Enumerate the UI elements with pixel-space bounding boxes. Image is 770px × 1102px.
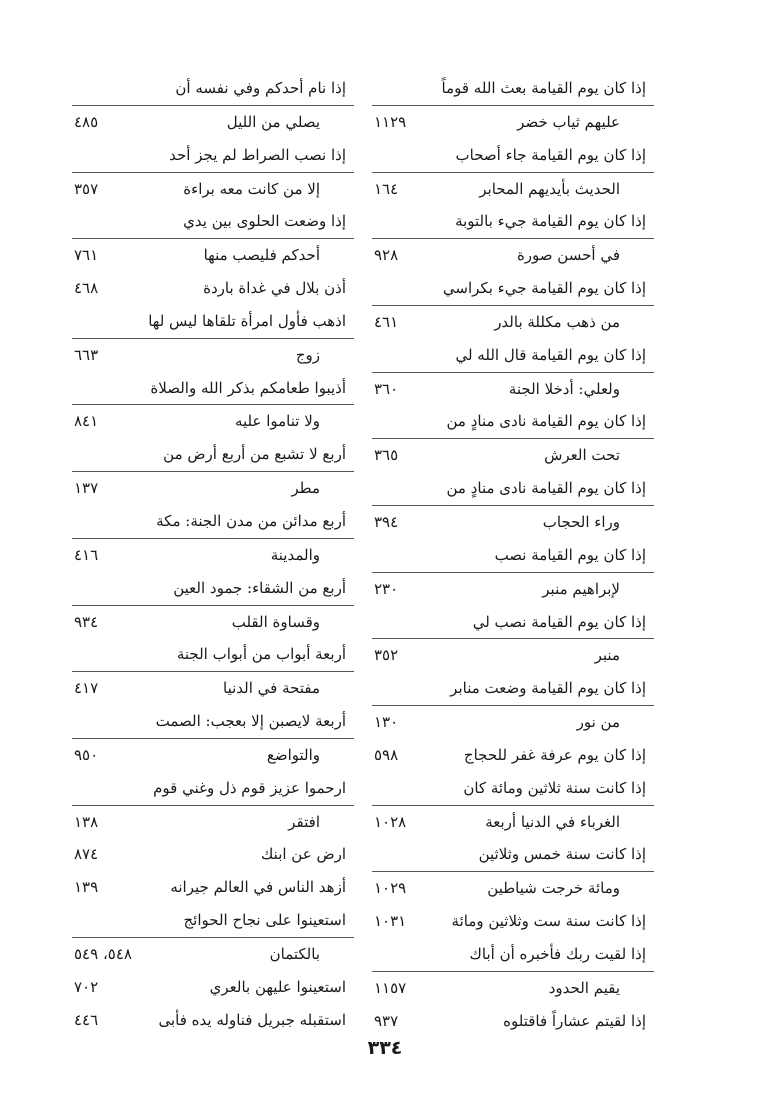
index-entry-line [72, 838, 354, 871]
entry-text: والتواضع [266, 745, 320, 764]
entry-text: ولا تناموا عليه [234, 412, 320, 431]
index-entry-line [72, 772, 354, 806]
entry-page-ref: ١١٥٧ [374, 978, 407, 997]
entry-page-ref: ٩٣٤ [74, 612, 99, 631]
entry-text: منبر [594, 646, 620, 665]
entry-page-ref: ٨٤١ [74, 412, 99, 431]
index-entry-line [372, 838, 654, 872]
entry-page-ref: ٧٠٢ [74, 977, 99, 996]
index-entry-line [72, 339, 354, 372]
entry-text: أزهد الناس في العالم جيرانه [170, 878, 346, 897]
entry-text: إذا نصب الصراط لم يجز أحد [169, 145, 346, 164]
index-entry-line [372, 173, 654, 206]
entry-text: اذهب فأول امرأة تلقاها ليس لها [148, 311, 346, 330]
entry-text: أحدكم فليصب منها [203, 246, 320, 265]
index-entry-line [372, 405, 654, 439]
index-entry-line [72, 139, 354, 173]
entry-page-ref: ٣٦٥ [374, 446, 399, 465]
entry-page-ref: ٣٥٧ [74, 179, 99, 198]
entry-text: افتقر [288, 812, 320, 831]
entry-page-ref: ٤٦٨ [74, 279, 99, 298]
entry-text: الغرباء في الدنيا أربعة [485, 812, 620, 831]
entry-page-ref: ٩٢٨ [374, 246, 399, 265]
index-entry-line [72, 106, 354, 139]
entry-text: إذا كان يوم القيامة بعث الله قوماً [441, 79, 646, 97]
index-entry-line [72, 971, 354, 1004]
index-entry-line [72, 173, 354, 206]
index-entry-line [372, 539, 654, 573]
index-entry-line [372, 739, 654, 772]
entry-page-ref: ٤٤٦ [74, 1010, 99, 1029]
entry-text: أربعة لايصبن إلا بعجب: الصمت [155, 712, 346, 731]
entry-text: يقيم الحدود [548, 978, 620, 997]
entry-text: مفتحة في الدنيا [223, 679, 320, 698]
index-entry-line [372, 1005, 654, 1038]
index-entry-line [72, 871, 354, 904]
index-entry-line [372, 72, 654, 106]
index-entry-line [72, 505, 354, 539]
entry-text: أربع من الشقاء: جمود العين [173, 578, 346, 597]
entry-text: استعينوا عليهن بالعري [209, 977, 346, 996]
entry-page-ref: ٣٥٢ [374, 646, 399, 665]
index-entry-line [372, 506, 654, 539]
entry-text: إذا كان يوم القيامة نصب لي [472, 612, 646, 631]
page-number: ٣٣٤ [367, 1037, 403, 1059]
entry-page-ref: ١٣٧ [74, 479, 99, 498]
entry-page-ref: ٤١٧ [74, 679, 99, 698]
index-entry-line [72, 438, 354, 472]
entry-page-ref: ٧٦١ [74, 246, 99, 265]
index-entry-line [72, 572, 354, 606]
entry-text: في أحسن صورة [516, 246, 620, 265]
index-entry-line [72, 539, 354, 572]
index-entry-line [72, 405, 354, 438]
entry-text: ارض عن ابنك [261, 845, 346, 864]
entry-text: إذا كانت سنة خمس وثلاثين [478, 845, 646, 864]
index-entry-line [372, 306, 654, 339]
entry-text: أذن بلال في غداة باردة [203, 279, 346, 298]
entry-text: ومائة خرجت شياطين [487, 879, 620, 898]
index-entry-line [372, 972, 654, 1005]
entry-page-ref: ٥٤٨، ٥٤٩ [74, 944, 132, 963]
entry-text: إلا من كانت معه براءة [183, 179, 320, 198]
index-entry-line [372, 205, 654, 239]
entry-text: إذا لقيت ربك فأخبره أن أباك [469, 944, 646, 963]
entry-text: يصلي من الليل [226, 112, 320, 131]
entry-text: أربع مدائن من مدن الجنة: مكة [156, 511, 346, 530]
entry-text: إذا كان يوم القيامة قال الله لي [455, 345, 646, 364]
entry-text: زوج [295, 345, 320, 364]
index-entry-line [372, 139, 654, 173]
entry-text: بالكتمان [269, 944, 320, 963]
entry-page-ref: ١٠٣١ [374, 912, 407, 931]
entry-text: والمدينة [270, 545, 320, 564]
index-entry-line [72, 372, 354, 406]
entry-text: لإبراهيم منبر [542, 579, 620, 598]
entry-page-ref: ٨٧٤ [74, 845, 99, 864]
index-entry-line [372, 439, 654, 472]
entry-text: أذيبوا طعامكم بذكر الله والصلاة [150, 378, 346, 397]
entry-text: عليهم ثياب خضر [517, 112, 620, 131]
entry-page-ref: ٤٨٥ [74, 112, 99, 131]
entry-page-ref: ٣٦٠ [374, 379, 399, 398]
entry-text: وقساوة القلب [231, 612, 320, 631]
entry-text: إذا كان يوم القيامة نادى منادٍ من [446, 479, 646, 498]
index-entry-line [372, 339, 654, 373]
entry-page-ref: ١٣٨ [74, 812, 99, 831]
index-entry-line [372, 806, 654, 839]
entry-text: أربع لا تشبع من أربع أرض من [163, 445, 346, 464]
left-index-column [72, 72, 354, 1036]
entry-text: إذا كانت سنة ثلاثين ومائة كان [463, 778, 646, 797]
entry-page-ref: ٤١٦ [74, 545, 99, 564]
entry-text: إذا نام أحدكم وفي نفسه أن [175, 79, 346, 97]
entry-page-ref: ١٣٩ [74, 878, 99, 897]
entry-text: إذا كان يوم القيامة جيء بالتوبة [455, 212, 646, 231]
entry-page-ref: ١٣٠ [374, 713, 399, 732]
entry-text: من ذهب مكللة بالدر [494, 312, 620, 331]
index-entry-line [372, 106, 654, 139]
index-entry-line [372, 872, 654, 905]
entry-text: إذا وضعت الحلوى بين يدي [183, 212, 346, 231]
entry-text: إذا كان يوم القيامة جاء أصحاب [455, 145, 646, 164]
index-entry-line [72, 272, 354, 305]
entry-page-ref: ٤٦١ [374, 312, 399, 331]
entry-page-ref: ٩٥٠ [74, 745, 99, 764]
entry-page-ref: ٣٩٤ [374, 512, 399, 531]
entry-text: ارحموا عزيز قوم ذل وغني قوم [153, 778, 346, 797]
entry-text: أربعة أبواب من أبواب الجنة [176, 645, 346, 664]
index-entry-line [372, 573, 654, 606]
index-entry-line [372, 706, 654, 739]
index-entry-line [372, 639, 654, 672]
index-entry-line [72, 472, 354, 505]
index-entry-line [72, 739, 354, 772]
index-entry-line [72, 672, 354, 705]
entry-text: إذا كان يوم القيامة نادى منادٍ من [446, 412, 646, 431]
index-entry-line [72, 72, 354, 106]
entry-text: الحديث بأيديهم المحابر [479, 179, 620, 198]
entry-text: إذا كان يوم القيامة وضعت منابر [450, 679, 646, 698]
entry-page-ref: ٥٩٨ [374, 745, 399, 764]
index-entry-line [72, 705, 354, 739]
index-entry-line [372, 373, 654, 406]
index-entry-line [372, 938, 654, 972]
entry-page-ref: ٩٣٧ [374, 1011, 399, 1030]
entry-text: استقبله جبريل فناوله يده فأبى [158, 1010, 346, 1029]
entry-text: ولعلي: أدخلا الجنة [508, 379, 620, 398]
entry-text: إذا كان يوم القيامة نصب [494, 545, 646, 564]
entry-text: مطر [291, 479, 320, 498]
index-entry-line [72, 239, 354, 272]
index-entry-line [372, 272, 654, 306]
index-entry-line [372, 672, 654, 706]
right-index-column [372, 72, 654, 1037]
index-entry-line [72, 606, 354, 639]
entry-text: إذا كان يوم عرفة غفر للحجاج [463, 745, 646, 764]
entry-page-ref: ٢٣٠ [374, 579, 399, 598]
entry-page-ref: ١١٢٩ [374, 112, 407, 131]
entry-page-ref: ١٦٤ [374, 179, 399, 198]
index-entry-line [372, 772, 654, 806]
entry-page-ref: ٦٦٣ [74, 345, 99, 364]
entry-text: وراء الحجاب [542, 512, 620, 531]
entry-text: من نور [576, 713, 620, 732]
index-entry-line [372, 472, 654, 506]
index-entry-line [372, 905, 654, 938]
entry-text: تحت العرش [544, 446, 620, 465]
entry-text: استعينوا على نجاح الحوائج [183, 911, 346, 930]
index-entry-line [72, 806, 354, 839]
index-entry-line [72, 1004, 354, 1037]
index-entry-line [72, 904, 354, 938]
index-entry-line [72, 638, 354, 672]
entry-text: إذا لقيتم عشاراً فاقتلوه [503, 1011, 646, 1030]
entry-page-ref: ١٠٢٩ [374, 879, 407, 898]
index-entry-line [372, 606, 654, 640]
index-entry-line [72, 305, 354, 339]
entry-page-ref: ١٠٢٨ [374, 812, 407, 831]
index-entry-line [72, 205, 354, 239]
index-entry-line [372, 239, 654, 272]
entry-text: إذا كان يوم القيامة جيء بكراسي [442, 279, 646, 298]
index-entry-line [72, 938, 354, 971]
entry-text: إذا كانت سنة ست وثلاثين ومائة [451, 912, 646, 931]
